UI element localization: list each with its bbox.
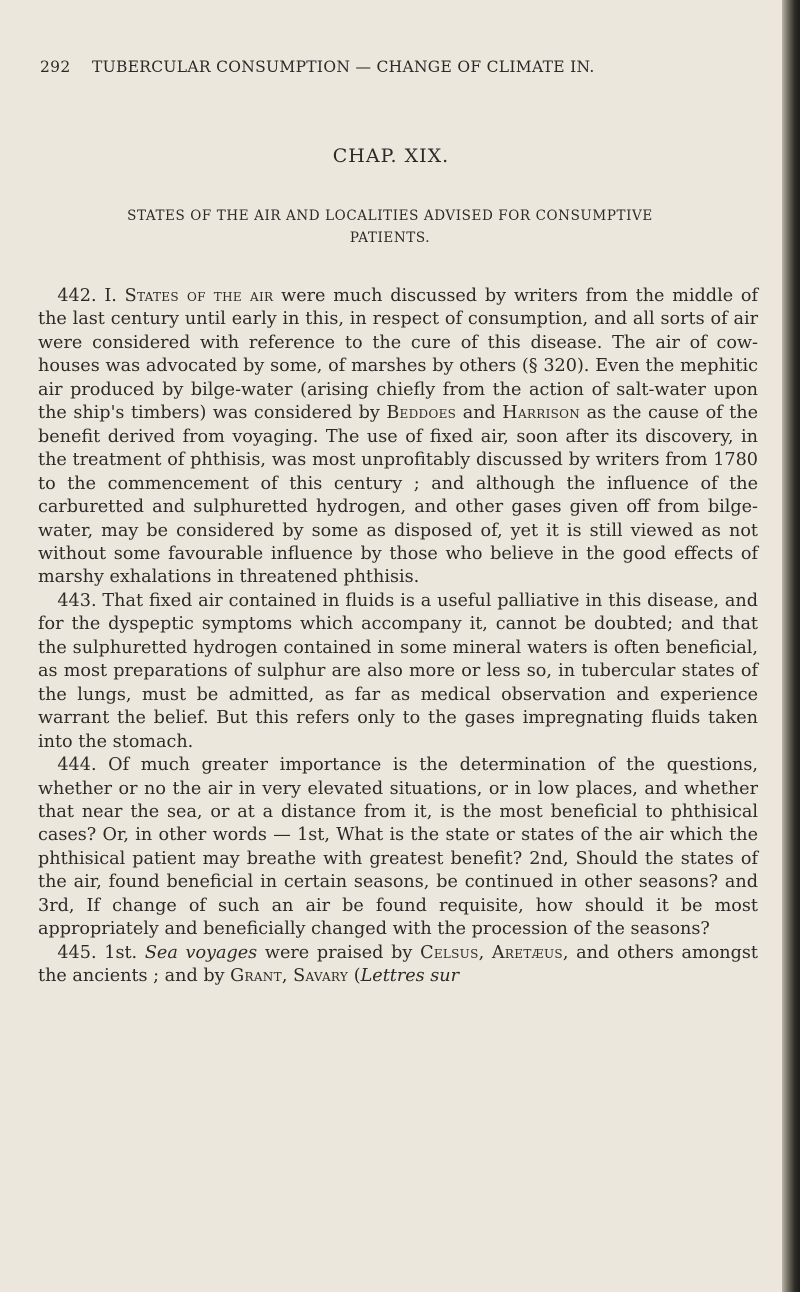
paragraph-text: , and others amongst the ancients ; and by	[38, 942, 759, 987]
paragraph-text: (	[348, 966, 361, 987]
page-number: 292	[40, 58, 71, 76]
running-head-title: TUBERCULAR CONSUMPTION — CHANGE OF CLIMATE IN.	[92, 58, 595, 76]
paragraph-text: and	[456, 403, 503, 424]
author-name: Savary	[293, 966, 349, 987]
author-name: Aretæus	[491, 942, 563, 963]
paragraph-text: were praised by	[257, 942, 421, 963]
paragraph-text: as the cause of the benefit derived from voyaging. The use of fixed air, soon after its discovery, in the treatment of phthisis, was most unprofitably discussed by writers from 1780 to the commencement of this century ; and although the influence of the carburetted and sulphuretted hydrogen, and other gases given off from bilge-water, may be considered by some as disposed of, yet it is still viewed as not without some favourable influence by those who believe in the good effects of marshy exhalations in threatened phthisis.	[38, 403, 758, 588]
paragraph-442	[38, 285, 758, 590]
author-name: Celsus	[420, 942, 479, 963]
chapter-subtitle: STATES OF THE AIR AND LOCALITIES ADVISED FOR CONSUMPTIVE PATIENTS.	[127, 208, 653, 246]
paragraph-443: 443. That fixed air contained in fluids is a useful palliative in this disease, and for the dyspeptic symptoms which accompany it, cannot be doubted; and that the sulphuretted hydrogen contained in some mineral waters is often beneficial, as most preparations of sulphur are also more or less so, in tubercular states of the lungs, must be admitted, as far as medical observation and experience warrant the belief. But this refers only to the gases impregnating fluids taken into the stomach.	[38, 590, 758, 752]
paragraph-number: 442. I.	[57, 286, 125, 306]
running-head	[40, 58, 740, 82]
section-heading: States of the air	[124, 286, 274, 306]
italic-phrase: Lettres sur	[360, 966, 460, 987]
paragraph-444: 444. Of much greater importance is the determination of the questions, whether or no the air in very elevated situations, or in low places, and whether that near the sea, or at a distance from it, is the most beneficial to phthisical cases? Or, in other words — 1st, What is the state or states of the air which the phthisical patient may breathe with greatest benefit? 2nd, Should the states of the air, found beneficial in certain seasons, be continued in other seasons? and 3rd, If change of such an air be found requisite, how should it be most appropriately and beneficially changed with the procession of the seasons?	[38, 755, 758, 940]
author-name: Beddoes	[386, 403, 457, 424]
paragraph-number: 445. 1st.	[57, 942, 145, 963]
paragraph-text: ,	[281, 966, 294, 987]
author-name: Grant	[230, 966, 282, 987]
chapter-number: CHAP. XIX.	[332, 145, 450, 167]
body-text	[38, 285, 758, 989]
italic-phrase: Sea voyages	[144, 942, 258, 963]
page-binding-edge	[782, 0, 800, 1292]
paragraph-text: ,	[478, 942, 492, 963]
paragraph-text: were much discussed by writers from the middle of the last century until early in this, in respect of consumption, and all sorts of air were considered with reference to the cure of this disease. The air of cow-houses was advocated by some, of marshes by others (§ 320). Even the mephitic air produced by bilge-water (arising chiefly from the action of salt-water upon the ship's timbers) was considered by	[38, 286, 758, 424]
author-name: Harrison	[502, 403, 581, 424]
paragraph-445	[38, 942, 758, 989]
